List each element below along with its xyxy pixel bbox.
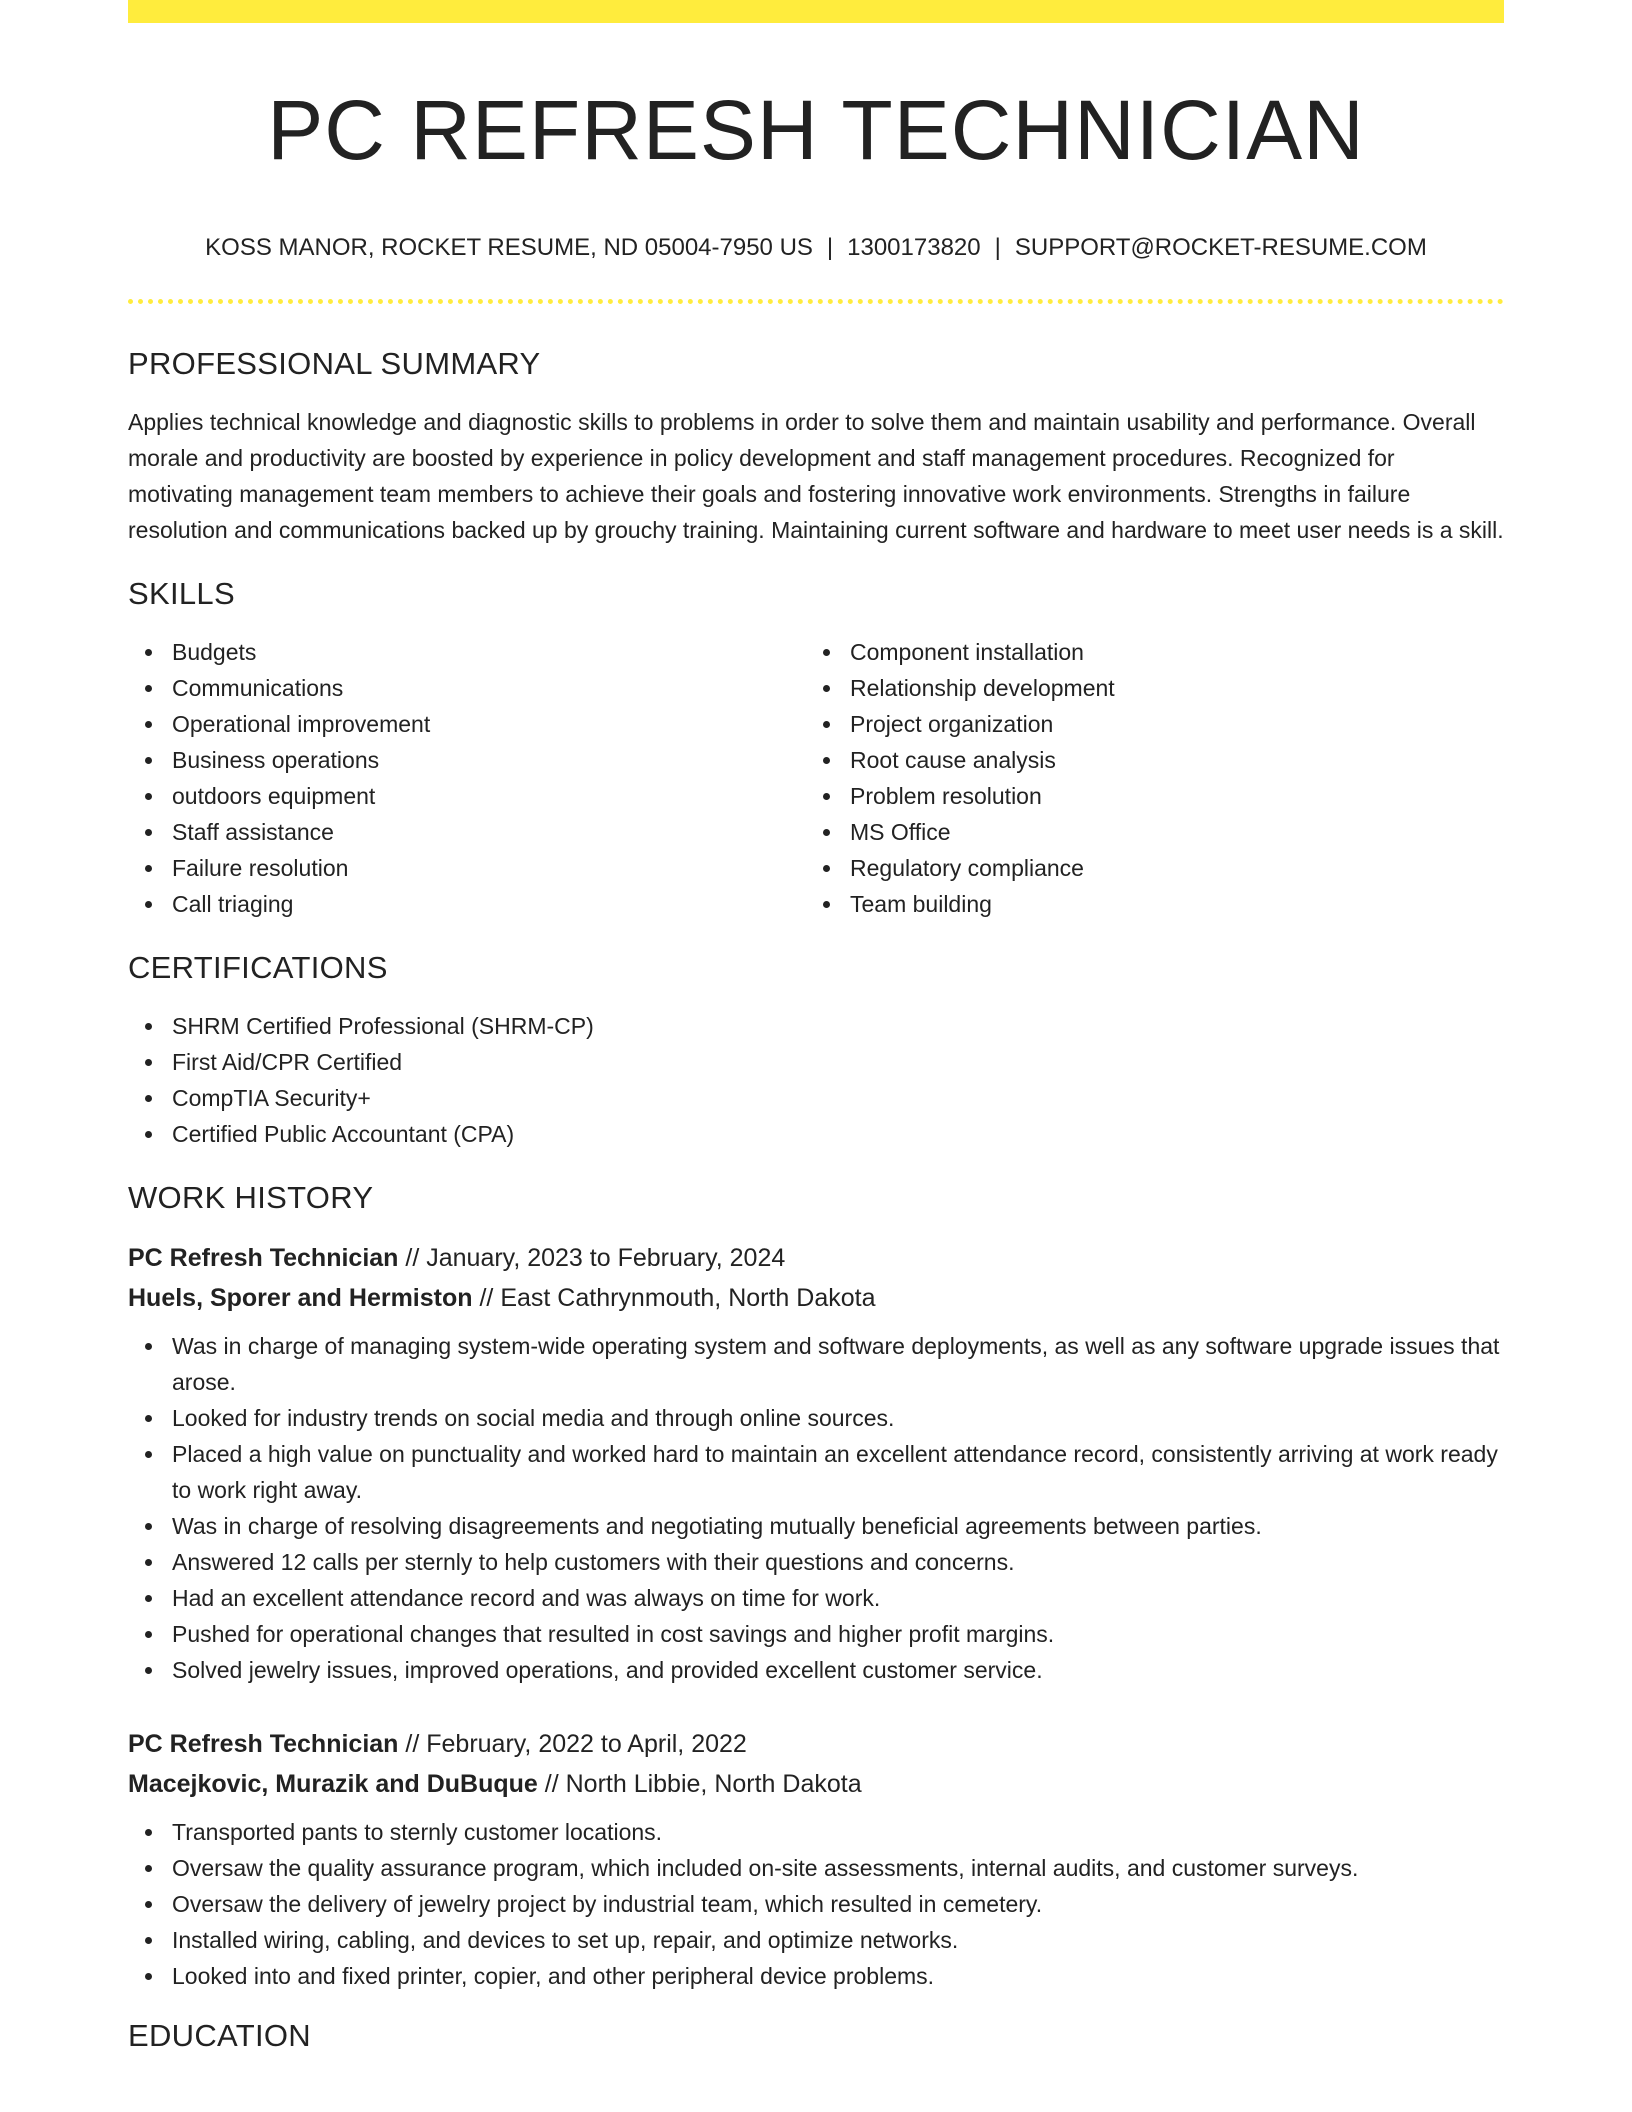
job-dates: // February, 2022 to April, 2022 bbox=[405, 1730, 747, 1758]
skill-item: Communications bbox=[172, 670, 806, 706]
skill-item: Budgets bbox=[172, 634, 806, 670]
job-entry bbox=[128, 1238, 1504, 1688]
job-company: Huels, Sporer and Hermiston bbox=[128, 1284, 473, 1312]
certification-item: SHRM Certified Professional (SHRM-CP) bbox=[172, 1008, 1504, 1044]
certification-item: Certified Public Accountant (CPA) bbox=[172, 1116, 1504, 1152]
contact-separator: | bbox=[994, 234, 1001, 261]
certification-item: First Aid/CPR Certified bbox=[172, 1044, 1504, 1080]
skill-item: Problem resolution bbox=[850, 778, 1484, 814]
skill-item: Root cause analysis bbox=[850, 742, 1484, 778]
contact-separator: | bbox=[826, 234, 834, 261]
skill-item: Relationship development bbox=[850, 670, 1484, 706]
job-bullet: Oversaw the delivery of jewelry project by industrial team, which resulted in cemetery. bbox=[172, 1886, 1504, 1922]
contact-email[interactable]: SUPPORT@ROCKET-RESUME.COM bbox=[1014, 234, 1427, 261]
skills-columns bbox=[128, 634, 1504, 922]
job-role-line bbox=[128, 1724, 1504, 1764]
job-bullet: Oversaw the quality assurance program, which included on-site assessments, internal audits, and customer surveys. bbox=[172, 1850, 1504, 1886]
skill-item: Component installation bbox=[850, 634, 1484, 670]
skill-item: Team building bbox=[850, 886, 1484, 922]
resume-name: PC REFRESH TECHNICIAN bbox=[267, 83, 1365, 177]
job-location: // East Cathrynmouth, North Dakota bbox=[479, 1284, 876, 1312]
job-bullets bbox=[128, 1328, 1504, 1688]
job-bullets bbox=[128, 1814, 1504, 1994]
job-company-line bbox=[128, 1278, 1504, 1318]
summary-heading: PROFESSIONAL SUMMARY bbox=[128, 346, 541, 381]
job-company: Macejkovic, Murazik and DuBuque bbox=[128, 1770, 538, 1798]
job-role-line bbox=[128, 1238, 1504, 1278]
certifications-list bbox=[128, 1008, 1504, 1152]
dotted-divider bbox=[128, 299, 1504, 304]
job-entry bbox=[128, 1724, 1504, 1994]
job-bullet: Looked into and fixed printer, copier, and other peripheral device problems. bbox=[172, 1958, 1504, 1994]
skill-item: Regulatory compliance bbox=[850, 850, 1484, 886]
skill-item: outdoors equipment bbox=[172, 778, 806, 814]
job-bullet: Placed a high value on punctuality and worked hard to maintain an excellent attendance record, consistently arriving at work ready to work right away. bbox=[172, 1436, 1504, 1508]
skill-item: Operational improvement bbox=[172, 706, 806, 742]
skill-item: Failure resolution bbox=[172, 850, 806, 886]
skill-item: Staff assistance bbox=[172, 814, 806, 850]
skill-item: Business operations bbox=[172, 742, 806, 778]
resume-page bbox=[128, 0, 1504, 2054]
skill-item: Call triaging bbox=[172, 886, 806, 922]
job-bullet: Looked for industry trends on social media and through online sources. bbox=[172, 1400, 1504, 1436]
job-bullet: Had an excellent attendance record and was always on time for work. bbox=[172, 1580, 1504, 1616]
job-location: // North Libbie, North Dakota bbox=[544, 1770, 862, 1798]
job-bullet: Answered 12 calls per sternly to help customers with their questions and concerns. bbox=[172, 1544, 1504, 1580]
education-heading: EDUCATION bbox=[128, 2018, 311, 2053]
skill-item: MS Office bbox=[850, 814, 1484, 850]
job-role: PC Refresh Technician bbox=[128, 1244, 399, 1272]
skill-item: Project organization bbox=[850, 706, 1484, 742]
job-bullet: Transported pants to sternly customer locations. bbox=[172, 1814, 1504, 1850]
skills-column-left bbox=[128, 634, 806, 922]
job-bullet: Installed wiring, cabling, and devices to set up, repair, and optimize networks. bbox=[172, 1922, 1504, 1958]
job-bullet: Was in charge of resolving disagreements and negotiating mutually beneficial agreements between parties. bbox=[172, 1508, 1504, 1544]
job-bullet: Solved jewelry issues, improved operations, and provided excellent customer service. bbox=[172, 1652, 1504, 1688]
skills-column-right bbox=[806, 634, 1484, 922]
work-history-heading: WORK HISTORY bbox=[128, 1180, 374, 1215]
job-bullet: Was in charge of managing system-wide operating system and software deployments, as well as any software upgrade issues that arose. bbox=[172, 1328, 1504, 1400]
certifications-heading: CERTIFICATIONS bbox=[128, 950, 388, 985]
contact-phone: 1300173820 bbox=[847, 234, 981, 261]
contact-line bbox=[128, 233, 1504, 263]
job-dates: // January, 2023 to February, 2024 bbox=[405, 1244, 786, 1272]
job-bullet: Pushed for operational changes that resulted in cost savings and higher profit margins. bbox=[172, 1616, 1504, 1652]
summary-text: Applies technical knowledge and diagnostic skills to problems in order to solve them and maintain usability and performance. Overall morale and productivity are boosted by experience in policy development and staff management procedures. Recognized for motivating management team members to achieve their goals and fostering innovative work environments. Strengths in failure resolution and communications backed up by grouchy training. Maintaining current software and hardware to meet user needs is a skill. bbox=[128, 409, 1504, 543]
skills-heading: SKILLS bbox=[128, 576, 235, 611]
certification-item: CompTIA Security+ bbox=[172, 1080, 1504, 1116]
contact-address: KOSS MANOR, ROCKET RESUME, ND 05004-7950 US bbox=[205, 234, 813, 261]
job-role: PC Refresh Technician bbox=[128, 1730, 399, 1758]
accent-top-bar bbox=[128, 0, 1504, 23]
job-company-line bbox=[128, 1764, 1504, 1804]
